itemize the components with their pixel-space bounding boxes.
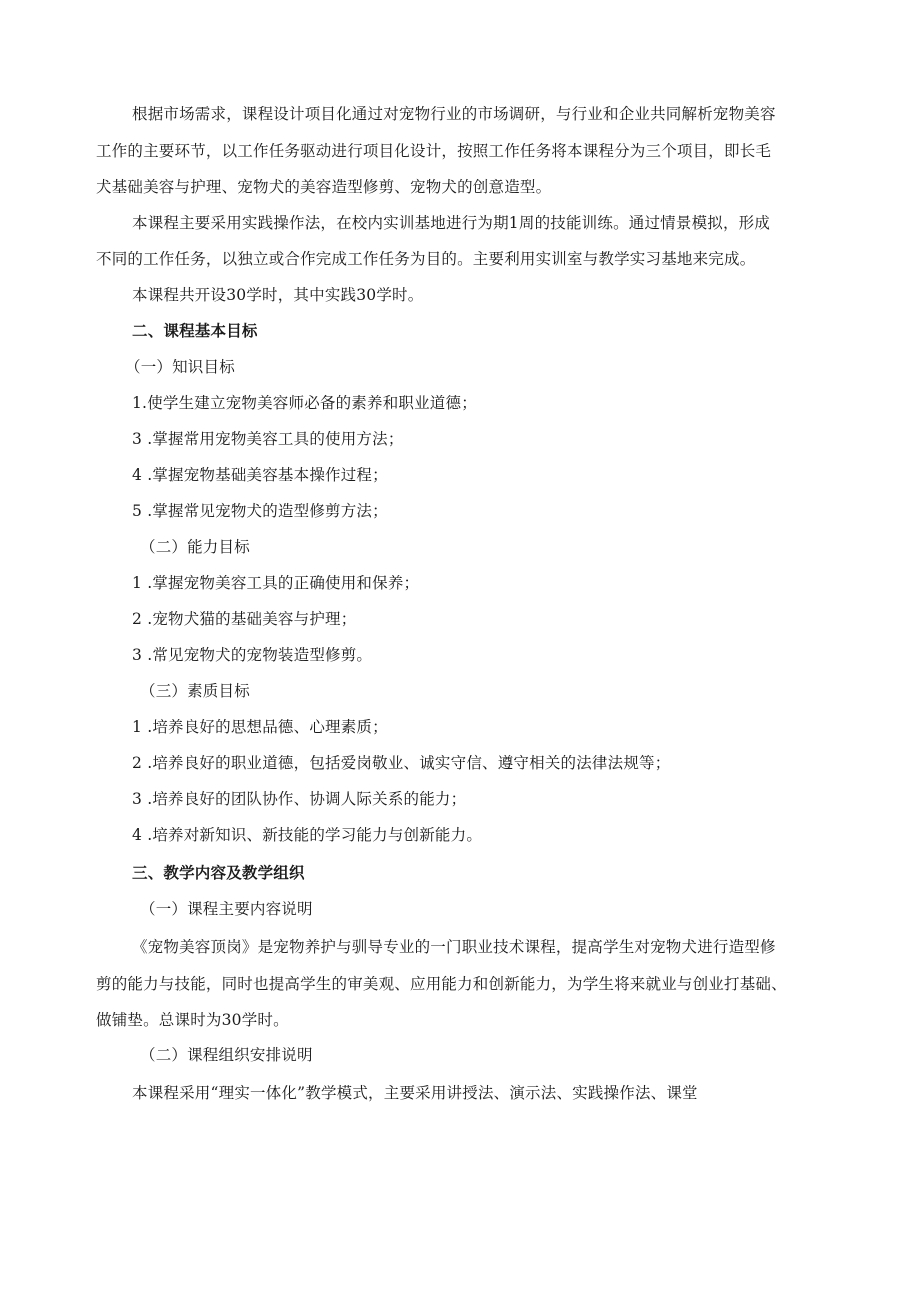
subsection-title: （三）素质目标 bbox=[140, 682, 250, 700]
paragraph-line: 工作的主要环节，以工作任务驱动进行项目化设计，按照工作任务将本课程分为三个项目，即长毛 bbox=[96, 142, 772, 160]
paragraph-line: 本课程共开设30学时，其中实践30学时。 bbox=[132, 286, 424, 304]
list-item: 4 .培养对新知识、新技能的学习能力与创新能力。 bbox=[132, 826, 483, 844]
subsection-title: （一）课程主要内容说明 bbox=[140, 900, 313, 918]
subsection-title: （二）课程组织安排说明 bbox=[140, 1046, 313, 1064]
list-item: 4 .掌握宠物基础美容基本操作过程； bbox=[132, 466, 388, 484]
list-item: 1 .培养良好的思想品德、心理素质； bbox=[132, 718, 388, 736]
subsection-title: （一）知识目标 bbox=[125, 358, 235, 376]
paragraph-line: 本课程主要采用实践操作法，在校内实训基地进行为期1周的技能训练。通过情景模拟，形成 bbox=[132, 214, 771, 232]
list-item: 5 .掌握常见宠物犬的造型修剪方法； bbox=[132, 502, 388, 520]
paragraph-line: 不同的工作任务，以独立或合作完成工作任务为目的。主要利用实训室与教学实习基地来完成。 bbox=[96, 250, 756, 268]
list-item: 1.使学生建立宠物美容师必备的素养和职业道德； bbox=[132, 394, 477, 412]
paragraph-line: 做铺垫。总课时为30学时。 bbox=[96, 1011, 289, 1029]
list-item: 2 .培养良好的职业道德，包括爱岗敬业、诚实守信、遵守相关的法律法规等； bbox=[132, 754, 671, 772]
paragraph-line: 本课程采用“理实一体化”教学模式，主要采用讲授法、演示法、实践操作法、课堂 bbox=[132, 1084, 698, 1102]
paragraph-line: 剪的能力与技能，同时也提高学生的审美观、应用能力和创新能力，为学生将来就业与创业打基础、 bbox=[96, 975, 787, 993]
paragraph-line: 犬基础美容与护理、宠物犬的美容造型修剪、宠物犬的创意造型。 bbox=[96, 178, 552, 196]
list-item: 2 .宠物犬猫的基础美容与护理； bbox=[132, 610, 357, 628]
list-item: 1 .掌握宠物美容工具的正确使用和保养； bbox=[132, 574, 420, 592]
section-heading: 二、课程基本目标 bbox=[132, 321, 258, 340]
list-item: 3 .培养良好的团队协作、协调人际关系的能力； bbox=[132, 790, 467, 808]
list-item: 3 .掌握常用宠物美容工具的使用方法； bbox=[132, 430, 404, 448]
subsection-title: （二）能力目标 bbox=[140, 538, 250, 556]
section-heading: 三、教学内容及教学组织 bbox=[132, 863, 305, 882]
paragraph-line: 《宠物美容顶岗》是宠物养护与驯导专业的一门职业技术课程，提高学生对宠物犬进行造型修 bbox=[132, 938, 776, 956]
list-item: 3 .常见宠物犬的宠物装造型修剪。 bbox=[132, 646, 373, 664]
paragraph-line: 根据市场需求，课程设计项目化通过对宠物行业的市场调研，与行业和企业共同解析宠物美容 bbox=[132, 105, 776, 123]
